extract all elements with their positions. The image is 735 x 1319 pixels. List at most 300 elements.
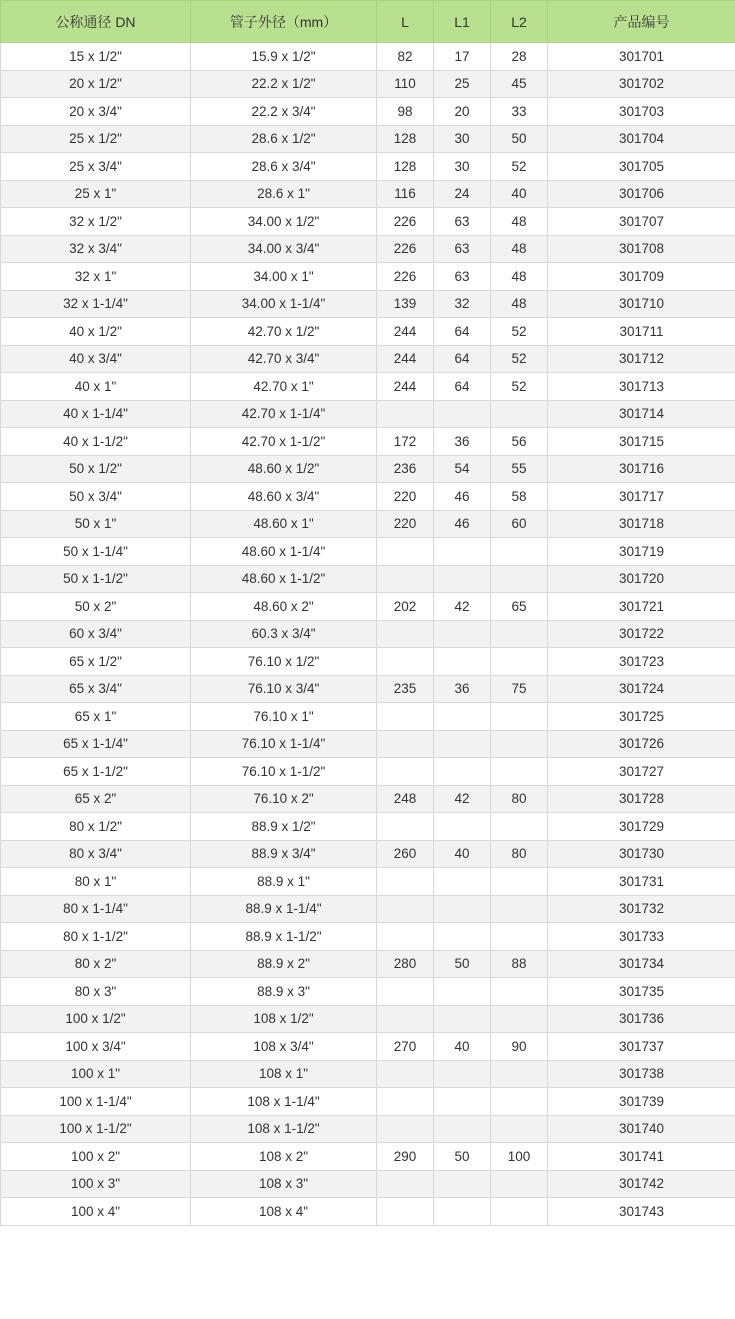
table-cell: 270 — [377, 1033, 434, 1061]
table-cell: 65 x 3/4" — [1, 675, 191, 703]
table-cell: 301725 — [548, 703, 735, 731]
table-cell — [434, 730, 491, 758]
table-header — [1, 1, 735, 43]
table-cell — [434, 813, 491, 841]
table-header-row — [1, 1, 735, 43]
table-body — [1, 43, 735, 1226]
table-cell — [491, 648, 548, 676]
table-cell: 301712 — [548, 345, 735, 373]
table-cell: 301721 — [548, 593, 735, 621]
table-cell: 80 x 3" — [1, 978, 191, 1006]
table-row — [1, 1143, 735, 1171]
table-cell — [377, 895, 434, 923]
table-cell: 20 x 3/4" — [1, 98, 191, 126]
table-cell: 65 — [491, 593, 548, 621]
table-cell — [434, 538, 491, 566]
table-cell: 52 — [491, 373, 548, 401]
table-cell: 64 — [434, 318, 491, 346]
table-cell: 80 x 1/2" — [1, 813, 191, 841]
table-cell — [377, 868, 434, 896]
table-cell: 46 — [434, 510, 491, 538]
table-cell: 88.9 x 2" — [191, 950, 377, 978]
table-cell: 34.00 x 1" — [191, 263, 377, 291]
table-cell: 50 x 2" — [1, 593, 191, 621]
table-row — [1, 1170, 735, 1198]
table-cell: 88.9 x 1/2" — [191, 813, 377, 841]
table-cell: 301731 — [548, 868, 735, 896]
table-cell: 48.60 x 1-1/2" — [191, 565, 377, 593]
table-cell: 52 — [491, 345, 548, 373]
table-cell: 15 x 1/2" — [1, 43, 191, 71]
table-cell: 50 x 1-1/4" — [1, 538, 191, 566]
column-header-product-code: 产品编号 — [548, 1, 735, 43]
table-cell: 88.9 x 3/4" — [191, 840, 377, 868]
table-cell: 48 — [491, 290, 548, 318]
table-cell — [434, 1198, 491, 1226]
table-row — [1, 785, 735, 813]
table-cell — [434, 400, 491, 428]
table-cell: 76.10 x 1/2" — [191, 648, 377, 676]
table-cell — [377, 730, 434, 758]
table-cell: 32 x 1" — [1, 263, 191, 291]
table-cell: 301737 — [548, 1033, 735, 1061]
table-cell: 48 — [491, 235, 548, 263]
table-cell: 100 x 2" — [1, 1143, 191, 1171]
table-cell: 116 — [377, 180, 434, 208]
table-cell — [377, 1088, 434, 1116]
table-cell: 220 — [377, 510, 434, 538]
table-cell: 40 — [434, 840, 491, 868]
table-cell: 100 x 4" — [1, 1198, 191, 1226]
table-row — [1, 180, 735, 208]
table-cell: 108 x 4" — [191, 1198, 377, 1226]
table-cell: 30 — [434, 153, 491, 181]
table-cell — [377, 400, 434, 428]
table-cell: 50 — [434, 1143, 491, 1171]
table-row — [1, 1033, 735, 1061]
table-cell — [377, 538, 434, 566]
table-cell: 40 x 1/2" — [1, 318, 191, 346]
table-cell: 55 — [491, 455, 548, 483]
table-cell: 280 — [377, 950, 434, 978]
table-cell: 64 — [434, 373, 491, 401]
table-cell: 48 — [491, 208, 548, 236]
table-cell — [377, 565, 434, 593]
table-row — [1, 455, 735, 483]
table-cell: 100 x 1/2" — [1, 1005, 191, 1033]
table-cell: 25 x 1/2" — [1, 125, 191, 153]
table-cell: 42.70 x 1/2" — [191, 318, 377, 346]
table-cell: 60 x 3/4" — [1, 620, 191, 648]
table-cell: 80 x 1" — [1, 868, 191, 896]
table-cell: 60.3 x 3/4" — [191, 620, 377, 648]
column-header-l2: L2 — [491, 1, 548, 43]
table-cell: 128 — [377, 125, 434, 153]
table-cell: 301730 — [548, 840, 735, 868]
table-cell: 301720 — [548, 565, 735, 593]
table-cell: 65 x 1" — [1, 703, 191, 731]
table-cell: 301735 — [548, 978, 735, 1006]
table-row — [1, 510, 735, 538]
table-cell: 50 x 3/4" — [1, 483, 191, 511]
table-cell — [491, 1170, 548, 1198]
table-cell: 25 x 3/4" — [1, 153, 191, 181]
table-cell: 34.00 x 1-1/4" — [191, 290, 377, 318]
table-cell: 76.10 x 1-1/4" — [191, 730, 377, 758]
table-cell — [377, 1005, 434, 1033]
table-cell: 63 — [434, 235, 491, 263]
table-cell: 100 — [491, 1143, 548, 1171]
table-row — [1, 290, 735, 318]
table-cell: 226 — [377, 208, 434, 236]
table-cell — [491, 868, 548, 896]
table-cell: 301713 — [548, 373, 735, 401]
table-cell: 50 x 1-1/2" — [1, 565, 191, 593]
table-cell: 17 — [434, 43, 491, 71]
table-row — [1, 1115, 735, 1143]
table-cell: 301738 — [548, 1060, 735, 1088]
table-cell: 110 — [377, 70, 434, 98]
table-row — [1, 923, 735, 951]
table-row — [1, 675, 735, 703]
table-cell: 48.60 x 3/4" — [191, 483, 377, 511]
table-cell: 301710 — [548, 290, 735, 318]
table-cell: 301728 — [548, 785, 735, 813]
table-cell — [434, 703, 491, 731]
table-cell: 34.00 x 1/2" — [191, 208, 377, 236]
table-cell: 226 — [377, 263, 434, 291]
table-cell: 42 — [434, 785, 491, 813]
table-cell: 34.00 x 3/4" — [191, 235, 377, 263]
table-cell: 64 — [434, 345, 491, 373]
column-header-pipe-outer-diameter: 管子外径（mm） — [191, 1, 377, 43]
table-row — [1, 1005, 735, 1033]
table-cell: 22.2 x 3/4" — [191, 98, 377, 126]
table-cell: 301717 — [548, 483, 735, 511]
table-cell — [491, 1115, 548, 1143]
table-cell: 236 — [377, 455, 434, 483]
table-cell: 65 x 1/2" — [1, 648, 191, 676]
table-cell: 108 x 1/2" — [191, 1005, 377, 1033]
table-cell: 301724 — [548, 675, 735, 703]
table-cell: 290 — [377, 1143, 434, 1171]
table-cell — [491, 895, 548, 923]
table-row — [1, 373, 735, 401]
table-row — [1, 1198, 735, 1226]
table-cell: 46 — [434, 483, 491, 511]
table-cell: 42.70 x 1-1/2" — [191, 428, 377, 456]
table-cell: 50 x 1" — [1, 510, 191, 538]
table-cell: 244 — [377, 373, 434, 401]
table-cell: 24 — [434, 180, 491, 208]
table-cell: 25 x 1" — [1, 180, 191, 208]
table-cell: 80 — [491, 840, 548, 868]
table-cell: 76.10 x 3/4" — [191, 675, 377, 703]
table-cell: 36 — [434, 428, 491, 456]
table-cell: 301727 — [548, 758, 735, 786]
table-cell — [434, 978, 491, 1006]
table-cell: 301704 — [548, 125, 735, 153]
table-row — [1, 840, 735, 868]
table-cell: 100 x 3" — [1, 1170, 191, 1198]
table-cell — [377, 1115, 434, 1143]
table-cell: 15.9 x 1/2" — [191, 43, 377, 71]
table-row — [1, 483, 735, 511]
table-cell — [377, 703, 434, 731]
table-cell: 301732 — [548, 895, 735, 923]
table-cell: 301715 — [548, 428, 735, 456]
table-cell: 80 x 2" — [1, 950, 191, 978]
table-cell — [377, 1198, 434, 1226]
table-cell: 36 — [434, 675, 491, 703]
table-cell: 80 x 1-1/2" — [1, 923, 191, 951]
table-cell: 76.10 x 1-1/2" — [191, 758, 377, 786]
table-cell: 32 x 1-1/4" — [1, 290, 191, 318]
table-row — [1, 318, 735, 346]
table-cell — [377, 923, 434, 951]
table-cell: 248 — [377, 785, 434, 813]
table-cell — [491, 758, 548, 786]
table-cell: 301743 — [548, 1198, 735, 1226]
table-cell — [377, 813, 434, 841]
table-cell — [434, 1170, 491, 1198]
table-cell: 244 — [377, 345, 434, 373]
table-cell: 40 x 1-1/4" — [1, 400, 191, 428]
table-cell — [491, 730, 548, 758]
table-cell: 100 x 3/4" — [1, 1033, 191, 1061]
table-row — [1, 703, 735, 731]
table-cell: 80 x 1-1/4" — [1, 895, 191, 923]
table-cell: 32 x 1/2" — [1, 208, 191, 236]
table-cell: 20 — [434, 98, 491, 126]
table-cell: 301707 — [548, 208, 735, 236]
table-cell: 301706 — [548, 180, 735, 208]
table-cell: 48.60 x 1-1/4" — [191, 538, 377, 566]
table-cell: 82 — [377, 43, 434, 71]
table-row — [1, 263, 735, 291]
table-cell: 75 — [491, 675, 548, 703]
table-row — [1, 593, 735, 621]
table-cell — [491, 923, 548, 951]
column-header-l1: L1 — [434, 1, 491, 43]
table-cell: 108 x 3/4" — [191, 1033, 377, 1061]
table-cell — [491, 1088, 548, 1116]
table-cell — [377, 758, 434, 786]
table-cell: 88.9 x 3" — [191, 978, 377, 1006]
table-cell: 40 x 3/4" — [1, 345, 191, 373]
table-cell — [434, 565, 491, 593]
table-cell: 301736 — [548, 1005, 735, 1033]
table-cell: 301719 — [548, 538, 735, 566]
table-row — [1, 538, 735, 566]
table-cell: 88.9 x 1" — [191, 868, 377, 896]
table-cell: 108 x 2" — [191, 1143, 377, 1171]
table-cell: 25 — [434, 70, 491, 98]
table-cell: 301742 — [548, 1170, 735, 1198]
table-cell: 244 — [377, 318, 434, 346]
table-row — [1, 648, 735, 676]
table-cell: 65 x 1-1/4" — [1, 730, 191, 758]
table-cell: 128 — [377, 153, 434, 181]
table-cell: 48.60 x 1" — [191, 510, 377, 538]
table-cell — [377, 1170, 434, 1198]
table-cell — [434, 1060, 491, 1088]
table-cell: 48 — [491, 263, 548, 291]
table-row — [1, 235, 735, 263]
table-cell: 301703 — [548, 98, 735, 126]
column-header-l: L — [377, 1, 434, 43]
table-cell — [434, 923, 491, 951]
table-cell: 65 x 1-1/2" — [1, 758, 191, 786]
table-cell: 42 — [434, 593, 491, 621]
table-cell: 108 x 1-1/4" — [191, 1088, 377, 1116]
table-cell: 235 — [377, 675, 434, 703]
table-cell: 50 x 1/2" — [1, 455, 191, 483]
table-cell: 76.10 x 1" — [191, 703, 377, 731]
table-cell — [434, 1115, 491, 1143]
table-cell — [491, 400, 548, 428]
table-cell: 58 — [491, 483, 548, 511]
table-cell: 63 — [434, 208, 491, 236]
table-cell: 88.9 x 1-1/2" — [191, 923, 377, 951]
table-cell: 220 — [377, 483, 434, 511]
table-cell: 42.70 x 1-1/4" — [191, 400, 377, 428]
table-cell: 301711 — [548, 318, 735, 346]
table-cell — [491, 1198, 548, 1226]
table-row — [1, 70, 735, 98]
table-cell: 108 x 1" — [191, 1060, 377, 1088]
table-cell: 45 — [491, 70, 548, 98]
table-cell: 301723 — [548, 648, 735, 676]
table-cell: 226 — [377, 235, 434, 263]
table-cell: 88.9 x 1-1/4" — [191, 895, 377, 923]
table-cell — [491, 813, 548, 841]
table-row — [1, 345, 735, 373]
table-cell — [377, 1060, 434, 1088]
table-cell: 301701 — [548, 43, 735, 71]
table-cell: 301741 — [548, 1143, 735, 1171]
table-cell — [434, 1005, 491, 1033]
table-cell — [491, 1005, 548, 1033]
table-cell: 52 — [491, 153, 548, 181]
table-cell — [377, 648, 434, 676]
table-cell: 108 x 3" — [191, 1170, 377, 1198]
table-cell: 100 x 1-1/2" — [1, 1115, 191, 1143]
table-cell: 32 — [434, 290, 491, 318]
table-cell — [434, 758, 491, 786]
table-cell: 40 x 1-1/2" — [1, 428, 191, 456]
table-cell: 42.70 x 3/4" — [191, 345, 377, 373]
table-row — [1, 98, 735, 126]
table-cell: 301714 — [548, 400, 735, 428]
table-row — [1, 620, 735, 648]
table-cell: 301739 — [548, 1088, 735, 1116]
table-cell: 301702 — [548, 70, 735, 98]
table-cell: 301722 — [548, 620, 735, 648]
table-row — [1, 950, 735, 978]
table-cell: 260 — [377, 840, 434, 868]
table-cell: 22.2 x 1/2" — [191, 70, 377, 98]
table-row — [1, 1060, 735, 1088]
table-row — [1, 125, 735, 153]
table-row — [1, 868, 735, 896]
table-cell — [491, 565, 548, 593]
table-cell — [491, 703, 548, 731]
table-cell: 56 — [491, 428, 548, 456]
table-cell — [434, 648, 491, 676]
table-cell: 48.60 x 1/2" — [191, 455, 377, 483]
column-header-nominal-diameter: 公称通径 DN — [1, 1, 191, 43]
table-row — [1, 565, 735, 593]
table-cell: 301718 — [548, 510, 735, 538]
table-cell: 40 x 1" — [1, 373, 191, 401]
table-cell: 40 — [491, 180, 548, 208]
table-cell: 301733 — [548, 923, 735, 951]
table-row — [1, 758, 735, 786]
table-cell — [491, 1060, 548, 1088]
table-cell: 63 — [434, 263, 491, 291]
table-row — [1, 813, 735, 841]
table-cell: 108 x 1-1/2" — [191, 1115, 377, 1143]
table-cell: 88 — [491, 950, 548, 978]
table-cell: 54 — [434, 455, 491, 483]
table-cell: 301729 — [548, 813, 735, 841]
table-row — [1, 43, 735, 71]
table-cell — [434, 868, 491, 896]
table-cell: 80 x 3/4" — [1, 840, 191, 868]
table-cell: 139 — [377, 290, 434, 318]
table-cell: 76.10 x 2" — [191, 785, 377, 813]
table-cell: 28 — [491, 43, 548, 71]
table-cell: 42.70 x 1" — [191, 373, 377, 401]
table-row — [1, 1088, 735, 1116]
table-cell: 33 — [491, 98, 548, 126]
table-cell: 98 — [377, 98, 434, 126]
table-cell: 50 — [491, 125, 548, 153]
table-cell: 202 — [377, 593, 434, 621]
table-cell — [434, 620, 491, 648]
table-row — [1, 730, 735, 758]
table-row — [1, 978, 735, 1006]
table-cell: 172 — [377, 428, 434, 456]
table-cell: 40 — [434, 1033, 491, 1061]
table-cell: 30 — [434, 125, 491, 153]
table-cell: 80 — [491, 785, 548, 813]
table-row — [1, 208, 735, 236]
table-cell: 301705 — [548, 153, 735, 181]
table-cell — [434, 895, 491, 923]
table-cell: 28.6 x 1/2" — [191, 125, 377, 153]
table-row — [1, 153, 735, 181]
table-cell: 301740 — [548, 1115, 735, 1143]
table-cell: 301734 — [548, 950, 735, 978]
table-cell: 100 x 1" — [1, 1060, 191, 1088]
table-cell: 301709 — [548, 263, 735, 291]
table-cell: 100 x 1-1/4" — [1, 1088, 191, 1116]
table-cell — [491, 620, 548, 648]
table-cell — [377, 620, 434, 648]
table-cell: 90 — [491, 1033, 548, 1061]
table-cell — [434, 1088, 491, 1116]
table-cell: 60 — [491, 510, 548, 538]
table-cell — [491, 538, 548, 566]
table-cell: 28.6 x 3/4" — [191, 153, 377, 181]
table-cell: 65 x 2" — [1, 785, 191, 813]
table-cell — [491, 978, 548, 1006]
table-cell: 50 — [434, 950, 491, 978]
table-cell: 48.60 x 2" — [191, 593, 377, 621]
table-row — [1, 400, 735, 428]
